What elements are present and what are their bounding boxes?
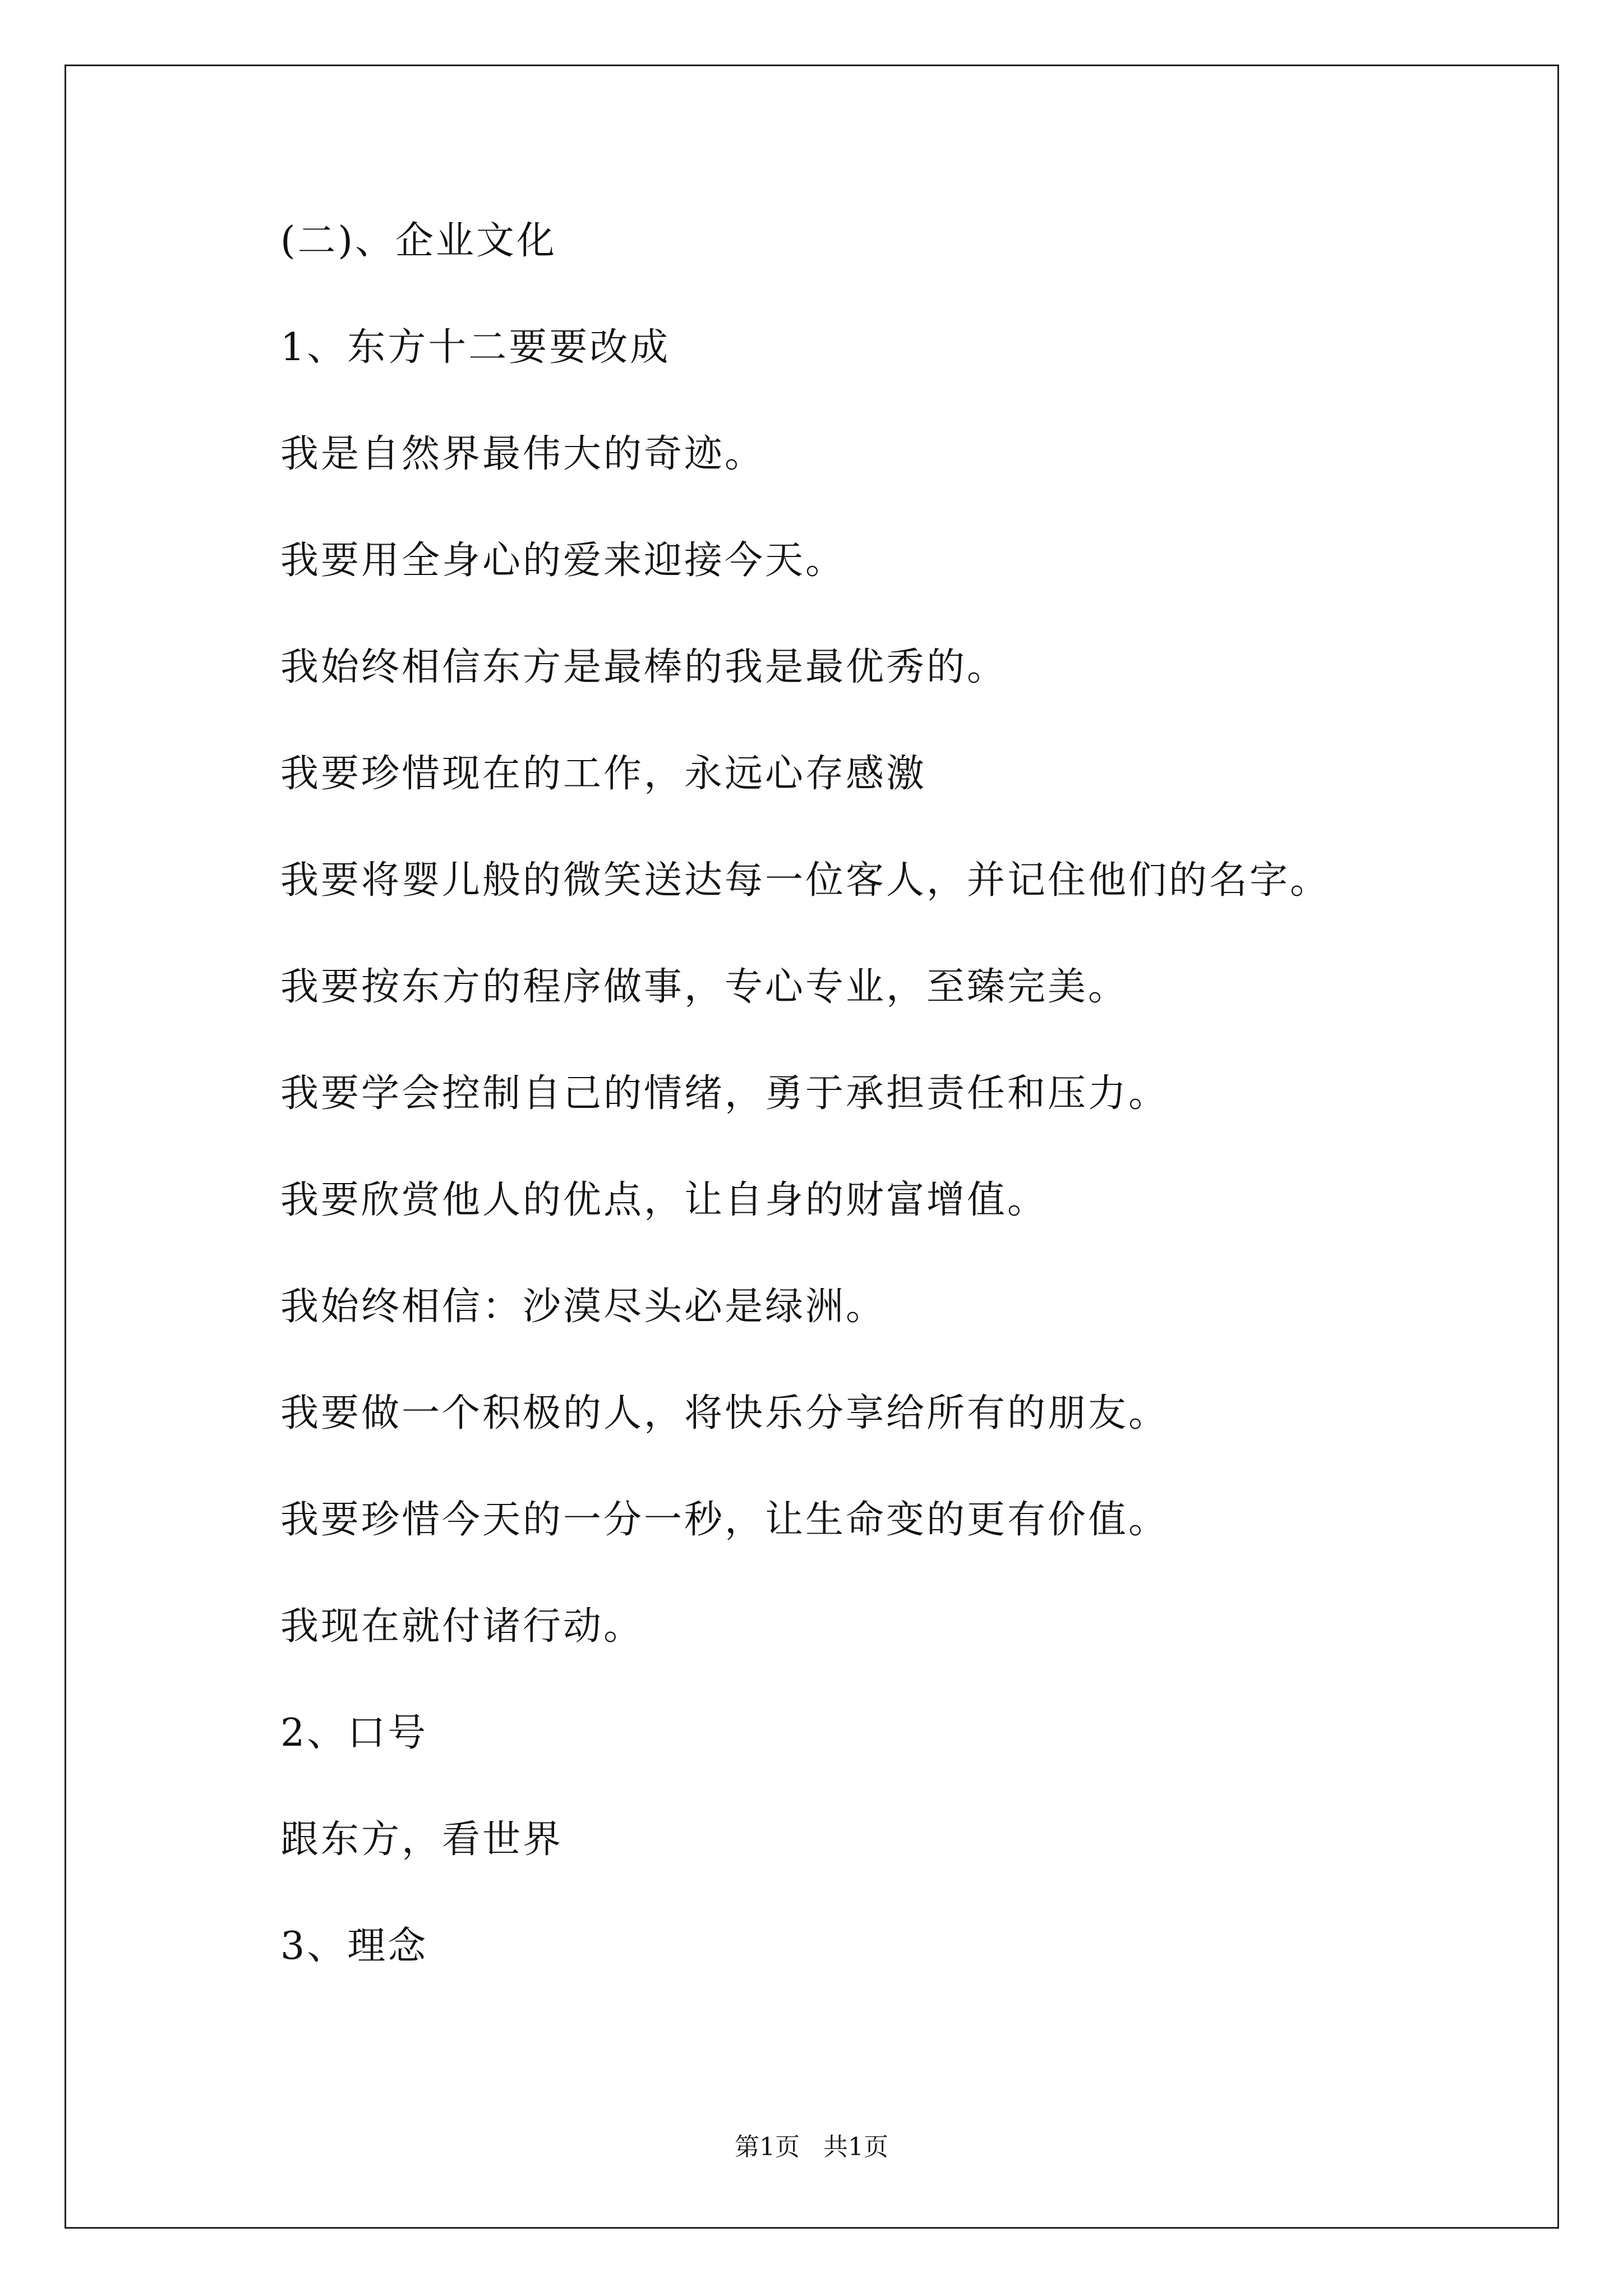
paragraph-line: 我始终相信：沙漠尽头必是绿洲。 [280,1285,887,1329]
paragraph-line: 我要按东方的程序做事，专心专业，至臻完美。 [280,965,1129,1009]
section-heading: (二)、企业文化 [280,219,557,263]
page-footer: 第1页 共1页 [735,2133,888,2161]
paragraph-line: 我是自然界最伟大的奇迹。 [280,432,766,476]
subsection-heading: 3、理念 [280,1924,428,1968]
document-body [280,219,1486,2031]
paragraph-line: 我现在就付诸行动。 [280,1604,644,1649]
paragraph-line: 我要珍惜现在的工作，永远心存感激 [280,752,927,796]
paragraph-line: 我要欣赏他人的优点，让自身的财富增值。 [280,1178,1048,1222]
paragraph-line: 我要做一个积极的人，将快乐分享给所有的朋友。 [280,1391,1169,1435]
subsection-heading: 2、口号 [280,1711,428,1755]
paragraph-line: 我始终相信东方是最棒的我是最优秀的。 [280,645,1008,689]
subsection-heading: 1、东方十二要要改成 [280,325,671,370]
paragraph-line: 我要将婴儿般的微笑送达每一位客人，并记住他们的名字。 [280,858,1331,903]
paragraph-line: 跟东方，看世界 [280,1818,564,1862]
paragraph-line: 我要用全身心的爱来迎接今天。 [280,539,846,583]
paragraph-line: 我要学会控制自己的情绪，勇于承担责任和压力。 [280,1071,1169,1116]
paragraph-line: 我要珍惜今天的一分一秒，让生命变的更有价值。 [280,1498,1169,1542]
